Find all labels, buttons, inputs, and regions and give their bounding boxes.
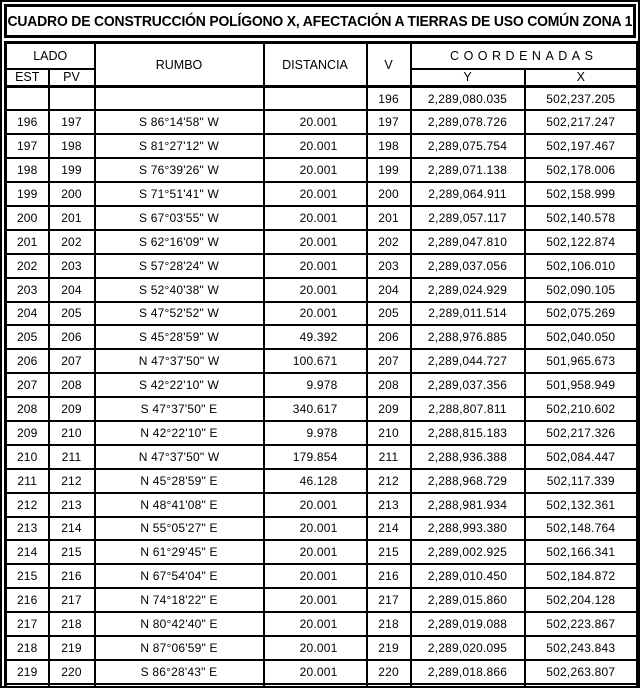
cell-v: 208 <box>367 373 411 397</box>
cell-est: 216 <box>6 588 49 612</box>
cell-coord-y: 2,289,047.810 <box>411 230 525 254</box>
cell-v: 214 <box>367 517 411 541</box>
cell-rumbo: N 47°37'50" W <box>95 349 264 373</box>
cell-v: 219 <box>367 636 411 660</box>
cell-coord-y: 2,288,815.183 <box>411 421 525 445</box>
table-row <box>6 469 638 493</box>
cell-coord-x: 502,243.843 <box>525 636 638 660</box>
cell-distancia: 20.001 <box>264 564 367 588</box>
table-row <box>6 349 638 373</box>
cell-v: 211 <box>367 445 411 469</box>
cell-coord-x: 502,075.269 <box>525 302 638 326</box>
cell-est: 217 <box>6 612 49 636</box>
cell-pv: 214 <box>49 517 95 541</box>
cell-rumbo: S 45°28'59" W <box>95 325 264 349</box>
cell-pv: 220 <box>49 660 95 684</box>
cell-rumbo: N 42°22'10" E <box>95 421 264 445</box>
cell-distancia: 46.128 <box>264 469 367 493</box>
cell-pv <box>49 87 95 111</box>
table-row <box>6 230 638 254</box>
cell-est <box>6 87 49 111</box>
cell-est: 208 <box>6 397 49 421</box>
cell-distancia: 20.001 <box>264 517 367 541</box>
cell-distancia: 9.978 <box>264 373 367 397</box>
table-row <box>6 254 638 278</box>
cell-rumbo: S 86°14'58" W <box>95 110 264 134</box>
cell-pv: 207 <box>49 349 95 373</box>
cell-est: 209 <box>6 421 49 445</box>
cell-pv: 208 <box>49 373 95 397</box>
cell-v: 198 <box>367 134 411 158</box>
table-row <box>6 278 638 302</box>
cell-rumbo: N 55°05'27" E <box>95 517 264 541</box>
cell-est: 204 <box>6 302 49 326</box>
cell-coord-x: 502,204.128 <box>525 588 638 612</box>
cell-rumbo: S 71°51'41" W <box>95 182 264 206</box>
cell-distancia: 20.001 <box>264 612 367 636</box>
table-row <box>6 373 638 397</box>
cell-rumbo: N 45°28'59" E <box>95 469 264 493</box>
cell-est: 215 <box>6 564 49 588</box>
cell-v: 207 <box>367 349 411 373</box>
cell-pv: 203 <box>49 254 95 278</box>
cell-distancia: 20.001 <box>264 302 367 326</box>
cell-v: 212 <box>367 469 411 493</box>
cell-rumbo: S 47°52'52" W <box>95 302 264 326</box>
cell-coord-x: 502,106.010 <box>525 254 638 278</box>
cell-pv: 206 <box>49 325 95 349</box>
cell-coord-y: 2,288,981.934 <box>411 493 525 517</box>
cell-v: 220 <box>367 660 411 684</box>
cell-coord-x: 502,122.874 <box>525 230 638 254</box>
cell-pv: 210 <box>49 421 95 445</box>
cell-v: 205 <box>367 302 411 326</box>
cell-est: 197 <box>6 134 49 158</box>
cell-pv: 216 <box>49 564 95 588</box>
cell-coord-x: 501,958.949 <box>525 373 638 397</box>
cell-distancia: 20.001 <box>264 110 367 134</box>
cell-pv: 209 <box>49 397 95 421</box>
cell-rumbo <box>95 684 264 688</box>
cell-rumbo: S 52°40'38" W <box>95 278 264 302</box>
cell-rumbo: N 87°06'59" E <box>95 636 264 660</box>
header-lado: LADO <box>6 43 95 69</box>
table-header <box>6 43 638 87</box>
cell-rumbo: N 74°18'22" E <box>95 588 264 612</box>
cell-distancia: 340.617 <box>264 397 367 421</box>
cell-coord-y: 2,288,936.388 <box>411 445 525 469</box>
cell-distancia <box>264 684 367 688</box>
cell-coord-x: 502,223.867 <box>525 612 638 636</box>
table-row <box>6 397 638 421</box>
cell-est: 212 <box>6 493 49 517</box>
cell-est: 210 <box>6 445 49 469</box>
cell-distancia: 20.001 <box>264 493 367 517</box>
cell-v: 213 <box>367 493 411 517</box>
cell-coord-y: 2,289,015.860 <box>411 588 525 612</box>
cell-coord-y: 2,288,993.380 <box>411 517 525 541</box>
cell-pv: 204 <box>49 278 95 302</box>
table-row <box>6 660 638 684</box>
cell-rumbo: N 67°54'04" E <box>95 564 264 588</box>
cell-distancia: 20.001 <box>264 254 367 278</box>
cell-coord-y: 2,289,078.726 <box>411 110 525 134</box>
cell-coord-x: 502,140.578 <box>525 206 638 230</box>
cell-est: 202 <box>6 254 49 278</box>
cell-distancia: 100.671 <box>264 349 367 373</box>
cell-coord-x <box>525 684 638 688</box>
cell-distancia: 20.001 <box>264 134 367 158</box>
cell-coord-y: 2,289,064.911 <box>411 182 525 206</box>
cell-coord-x: 502,040.050 <box>525 325 638 349</box>
cell-rumbo: S 86°28'43" E <box>95 660 264 684</box>
cell-rumbo: N 47°37'50" W <box>95 445 264 469</box>
cell-est: 218 <box>6 636 49 660</box>
cell-coord-x: 502,148.764 <box>525 517 638 541</box>
cell-coord-x: 502,117.339 <box>525 469 638 493</box>
cell-pv: 202 <box>49 230 95 254</box>
cell-pv: 199 <box>49 158 95 182</box>
header-rumbo: RUMBO <box>95 43 264 87</box>
cell-distancia: 20.001 <box>264 278 367 302</box>
header-est: EST <box>6 69 49 87</box>
table-row <box>6 564 638 588</box>
cell-rumbo: N 80°42'40" E <box>95 612 264 636</box>
cell-pv: 200 <box>49 182 95 206</box>
cell-v: 215 <box>367 540 411 564</box>
cell-est: 199 <box>6 182 49 206</box>
cell-coord-y: 2,288,976.885 <box>411 325 525 349</box>
cell-v: 202 <box>367 230 411 254</box>
table-row <box>6 588 638 612</box>
cell-coord-x: 502,184.872 <box>525 564 638 588</box>
header-coord-x: X <box>525 69 638 87</box>
header-coordenadas: COORDENADAS <box>411 43 638 69</box>
cell-coord-x: 502,210.602 <box>525 397 638 421</box>
table-row <box>6 206 638 230</box>
cell-coord-x: 502,217.326 <box>525 421 638 445</box>
table-row <box>6 302 638 326</box>
cell-coord-y: 2,289,019.088 <box>411 612 525 636</box>
cell-v <box>367 684 411 688</box>
cell-est: 211 <box>6 469 49 493</box>
cell-est: 206 <box>6 349 49 373</box>
cell-rumbo <box>95 87 264 111</box>
table-title-box <box>4 4 636 38</box>
cell-pv: 218 <box>49 612 95 636</box>
table-row <box>6 540 638 564</box>
cell-est: 205 <box>6 325 49 349</box>
cell-rumbo: S 57°28'24" W <box>95 254 264 278</box>
cell-coord-x: 502,166.341 <box>525 540 638 564</box>
cell-coord-x: 502,217.247 <box>525 110 638 134</box>
cell-coord-x: 502,090.105 <box>525 278 638 302</box>
cell-rumbo: S 42°22'10" W <box>95 373 264 397</box>
cell-est: 201 <box>6 230 49 254</box>
cell-coord-x: 502,132.361 <box>525 493 638 517</box>
header-pv: PV <box>49 69 95 87</box>
cell-v: 201 <box>367 206 411 230</box>
table-row <box>6 636 638 660</box>
cell-v: 199 <box>367 158 411 182</box>
cell-est: 219 <box>6 660 49 684</box>
cell-coord-y: 2,289,075.754 <box>411 134 525 158</box>
cell-coord-y: 2,289,010.450 <box>411 564 525 588</box>
header-v: V <box>367 43 411 87</box>
cell-coord-y: 2,289,024.929 <box>411 278 525 302</box>
table-row <box>6 612 638 636</box>
cell-est: 214 <box>6 540 49 564</box>
cell-coord-y: 2,288,807.811 <box>411 397 525 421</box>
cell-coord-y: 2,288,968.729 <box>411 469 525 493</box>
cell-pv: 217 <box>49 588 95 612</box>
cell-distancia: 20.001 <box>264 158 367 182</box>
cell-distancia: 20.001 <box>264 540 367 564</box>
cell-distancia: 20.001 <box>264 206 367 230</box>
cell-coord-x: 502,178.006 <box>525 158 638 182</box>
cell-coord-x: 502,158.999 <box>525 182 638 206</box>
cell-est: 213 <box>6 517 49 541</box>
table-row <box>6 182 638 206</box>
cell-coord-y: 2,289,037.056 <box>411 254 525 278</box>
table-row <box>6 517 638 541</box>
partial-row <box>6 684 638 688</box>
cell-pv: 198 <box>49 134 95 158</box>
table-row <box>6 445 638 469</box>
header-coord-y: Y <box>411 69 525 87</box>
cell-est: 200 <box>6 206 49 230</box>
cell-pv: 211 <box>49 445 95 469</box>
cell-rumbo: N 48°41'08" E <box>95 493 264 517</box>
table-row <box>6 158 638 182</box>
cell-pv: 219 <box>49 636 95 660</box>
cell-v: 203 <box>367 254 411 278</box>
cell-coord-y: 2,289,018.866 <box>411 660 525 684</box>
cell-v: 217 <box>367 588 411 612</box>
cell-v: 200 <box>367 182 411 206</box>
cell-v: 210 <box>367 421 411 445</box>
table-row <box>6 421 638 445</box>
cell-coord-y: 2,289,071.138 <box>411 158 525 182</box>
cell-distancia: 179.854 <box>264 445 367 469</box>
cell-distancia: 49.392 <box>264 325 367 349</box>
cell-coord-y: 2,289,002.925 <box>411 540 525 564</box>
cell-pv: 215 <box>49 540 95 564</box>
cell-coord-y <box>411 684 525 688</box>
cell-coord-y: 2,289,020.095 <box>411 636 525 660</box>
cell-v: 216 <box>367 564 411 588</box>
cell-est <box>6 684 49 688</box>
cell-distancia: 9.978 <box>264 421 367 445</box>
cell-coord-x: 502,263.807 <box>525 660 638 684</box>
cell-pv: 201 <box>49 206 95 230</box>
cell-pv: 197 <box>49 110 95 134</box>
cell-v: 209 <box>367 397 411 421</box>
cell-coord-y: 2,289,080.035 <box>411 87 525 111</box>
cell-rumbo: S 81°27'12" W <box>95 134 264 158</box>
cell-coord-y: 2,289,057.117 <box>411 206 525 230</box>
cell-coord-x: 501,965.673 <box>525 349 638 373</box>
cell-distancia: 20.001 <box>264 588 367 612</box>
cell-coord-y: 2,289,044.727 <box>411 349 525 373</box>
table-title: CUADRO DE CONSTRUCCIÓN POLÍGONO X, AFECTACIÓN A TIERRAS DE USO COMÚN ZONA 1 <box>7 12 633 30</box>
cell-rumbo: S 47°37'50" E <box>95 397 264 421</box>
cell-v: 197 <box>367 110 411 134</box>
cell-v: 204 <box>367 278 411 302</box>
cell-v: 206 <box>367 325 411 349</box>
construction-table <box>4 41 639 688</box>
cell-pv: 212 <box>49 469 95 493</box>
cell-distancia: 20.001 <box>264 660 367 684</box>
cell-pv: 213 <box>49 493 95 517</box>
cell-coord-x: 502,197.467 <box>525 134 638 158</box>
cell-distancia: 20.001 <box>264 230 367 254</box>
cell-distancia: 20.001 <box>264 636 367 660</box>
cell-rumbo: S 67°03'55" W <box>95 206 264 230</box>
header-distancia: DISTANCIA <box>264 43 367 87</box>
table-row <box>6 87 638 111</box>
cell-est: 203 <box>6 278 49 302</box>
cell-pv: 205 <box>49 302 95 326</box>
table-row <box>6 493 638 517</box>
cell-rumbo: N 61°29'45" E <box>95 540 264 564</box>
cell-v: 196 <box>367 87 411 111</box>
cell-est: 196 <box>6 110 49 134</box>
cell-est: 198 <box>6 158 49 182</box>
cell-v: 218 <box>367 612 411 636</box>
cell-coord-x: 502,237.205 <box>525 87 638 111</box>
table-row <box>6 134 638 158</box>
cell-pv <box>49 684 95 688</box>
cell-distancia <box>264 87 367 111</box>
table-body <box>6 87 638 688</box>
cell-est: 207 <box>6 373 49 397</box>
table-row <box>6 110 638 134</box>
cell-rumbo: S 62°16'09" W <box>95 230 264 254</box>
cell-rumbo: S 76°39'26" W <box>95 158 264 182</box>
cell-coord-x: 502,084.447 <box>525 445 638 469</box>
table-row <box>6 325 638 349</box>
cell-distancia: 20.001 <box>264 182 367 206</box>
cell-coord-y: 2,289,037.356 <box>411 373 525 397</box>
cell-coord-y: 2,289,011.514 <box>411 302 525 326</box>
